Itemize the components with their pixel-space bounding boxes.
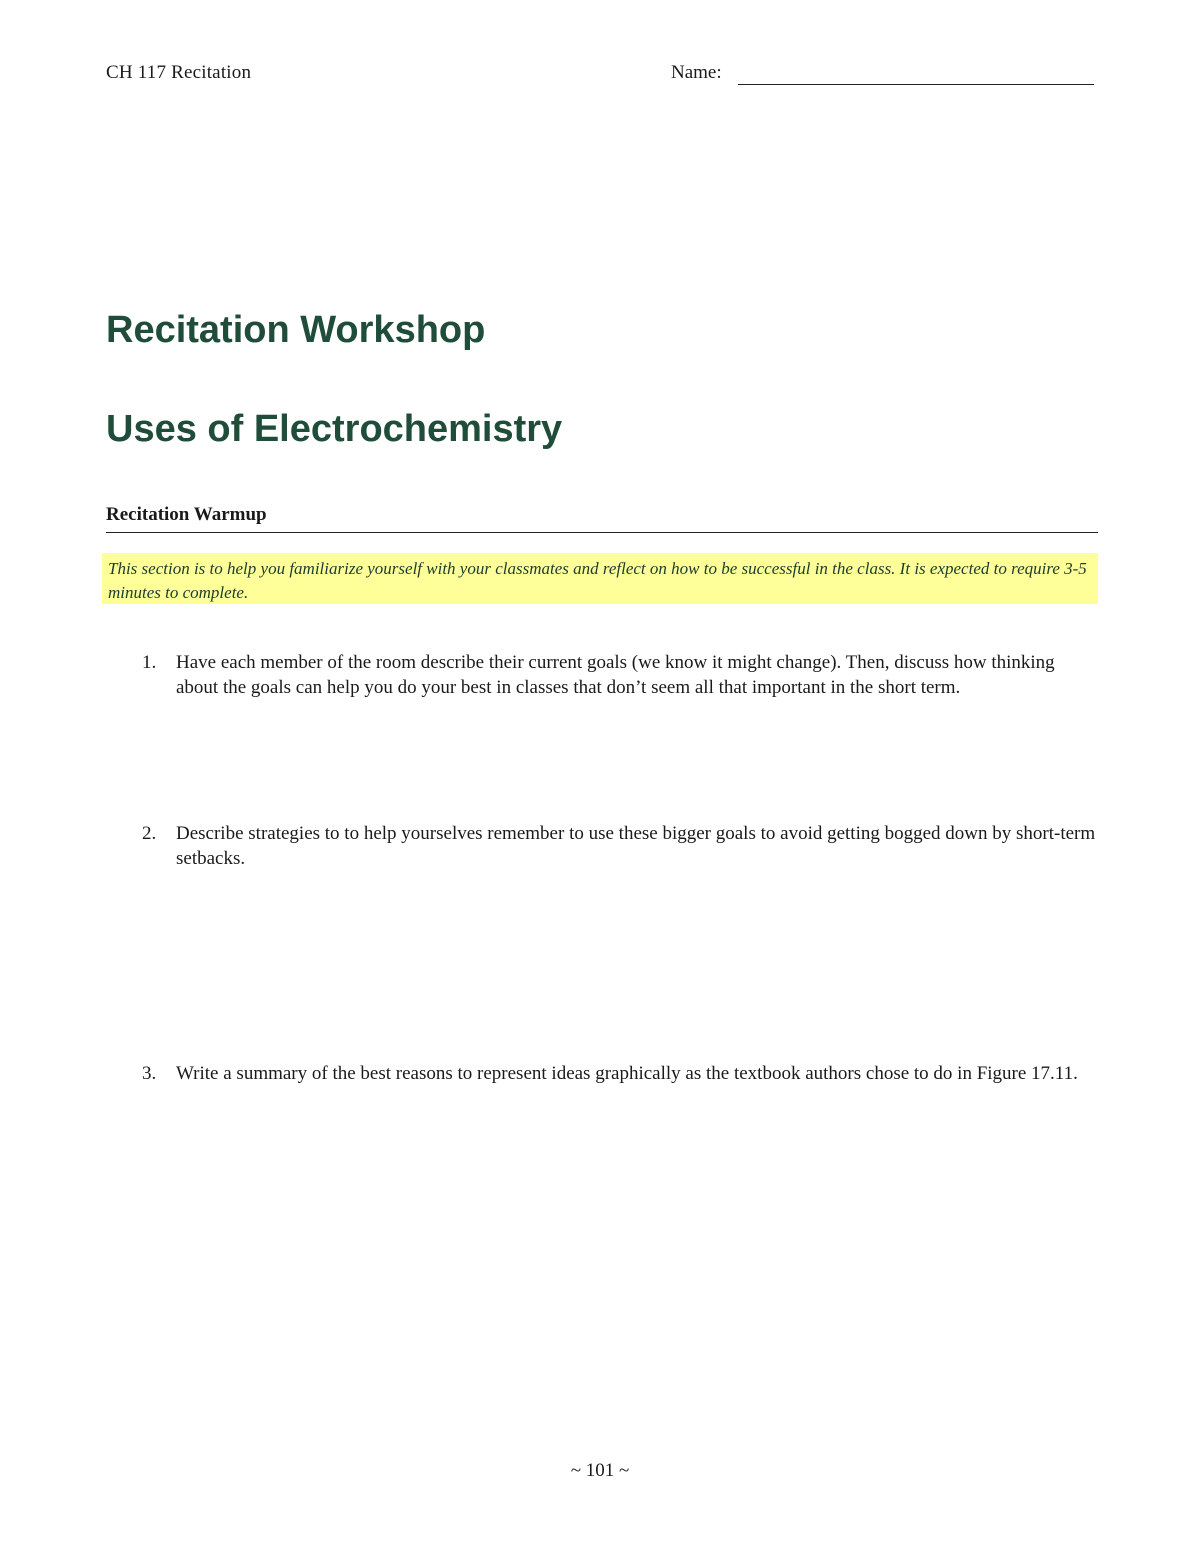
question-number: 2. bbox=[142, 823, 157, 844]
name-label: Name: bbox=[671, 62, 722, 83]
name-blank-line bbox=[738, 84, 1094, 85]
page-number: ~ 101 ~ bbox=[570, 1460, 630, 1481]
question-text: Write a summary of the best reasons to represent ideas graphically as the textbook authors chose to do in Figure 17.11. bbox=[176, 1063, 1078, 1084]
question-number: 1. bbox=[142, 652, 157, 673]
section-heading: Recitation Warmup bbox=[106, 504, 1098, 533]
course-label: CH 117 Recitation bbox=[106, 62, 252, 83]
page-title: Recitation Workshop bbox=[106, 309, 486, 351]
question-number: 3. bbox=[142, 1063, 157, 1084]
page-subtitle: Uses of Electrochemistry bbox=[106, 408, 563, 450]
question-text: Describe strategies to to help yourselves remember to use these bigger goals to avoid getting bogged down by short-term setbacks. bbox=[176, 823, 1096, 869]
instructions-note: This section is to help you familiarize yourself with your classmates and reflect on how to be successful in the class. It is expected to require 3-5 minutes to complete. bbox=[102, 553, 1098, 604]
question-text: Have each member of the room describe their current goals (we know it might change). Then, discuss how thinking about the goals can help you do your best in classes that don’t seem all that important in the short term. bbox=[176, 652, 1055, 698]
